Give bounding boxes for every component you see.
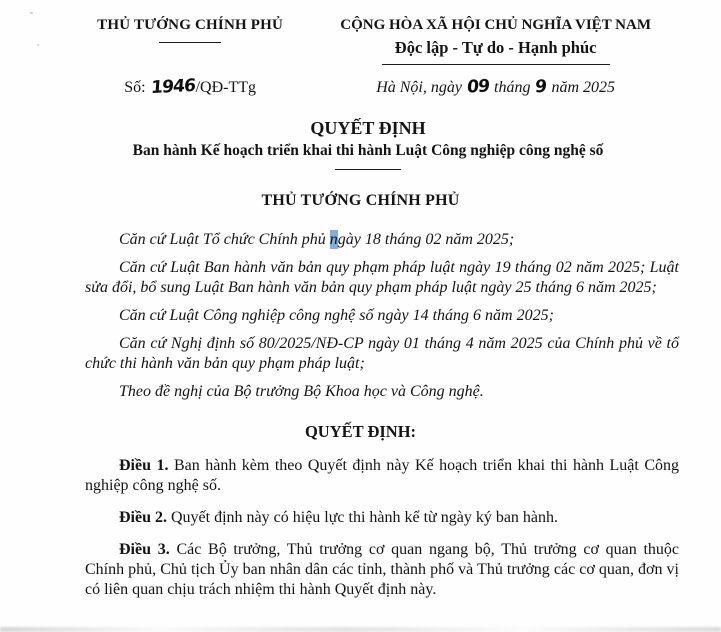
selection-highlight: n <box>329 231 338 248</box>
recitals-section <box>85 230 679 402</box>
org-underline-rule <box>159 42 221 43</box>
decision-title: QUYẾT ĐỊNH <box>310 118 426 138</box>
issuing-org-name: THỦ TƯỚNG CHÍNH PHỦ <box>97 17 284 33</box>
date-infix: tháng <box>490 79 535 96</box>
article-3 <box>85 540 679 600</box>
recital-3: Căn cứ Luật Công nghiệp công nghệ số ngày 14 tháng 6 năm 2025; <box>119 307 554 324</box>
header-right <box>340 16 651 98</box>
article-3-text: Các Bộ trưởng, Thủ trưởng cơ quan ngang bộ, Thủ trưởng cơ quan thuộc Chính phủ, Chủ tịch Ủy ban nhân dân các tỉnh, thành phố và Thủ trưởng các cơ quan, đơn vị có liên quan chịu trách nhiệm thi hành Quyết định này. <box>85 541 679 598</box>
recital-1-post: gày 18 tháng 02 năm 2025; <box>337 231 515 248</box>
date-month-handwritten: 9 <box>534 76 548 98</box>
scan-speck <box>30 12 33 14</box>
date-prefix: Hà Nội, ngày <box>376 79 466 96</box>
recital-1 <box>85 230 679 250</box>
doc-number-handwritten: 1946 <box>149 75 196 99</box>
national-motto: Độc lập - Tự do - Hạnh phúc <box>394 38 597 57</box>
header-left <box>40 16 340 98</box>
article-1-text: Ban hành kèm theo Quyết định này Kế hoạch triển khai thi hành Luật Công nghiệp công nghệ số. <box>85 457 680 494</box>
doc-number-suffix: /QĐ-TTg <box>195 79 257 96</box>
recital-5: Theo đề nghị của Bộ trưởng Bộ Khoa học và Công nghệ. <box>119 383 484 400</box>
document-header <box>0 16 721 98</box>
scan-edge-artifact <box>0 627 721 632</box>
article-1 <box>85 456 679 496</box>
motto-underline-rule <box>382 64 610 65</box>
decision-heading: QUYẾT ĐỊNH: <box>304 422 417 441</box>
scan-speck <box>37 44 39 46</box>
title-separator-rule <box>335 169 401 170</box>
national-title: CỘNG HÒA XÃ HỘI CHỦ NGHĨA VIỆT NAM <box>340 17 651 33</box>
article-2 <box>85 508 679 528</box>
articles-section <box>85 456 679 600</box>
issuer-heading: THỦ TƯỚNG CHÍNH PHỦ <box>261 192 460 209</box>
recital-2: Căn cứ Luật Ban hành văn bản quy phạm pháp luật ngày 19 tháng 02 năm 2025; Luật sửa đổi, bổ sung Luật Ban hành văn bản quy phạm pháp luật ngày 25 tháng 6 năm 2025; <box>85 259 679 296</box>
article-1-label: Điều 1. <box>119 457 169 474</box>
doc-number-label: Số: <box>124 79 150 96</box>
recital-4: Căn cứ Nghị định số 80/2025/NĐ-CP ngày 01 tháng 4 năm 2025 của Chính phủ về tổ chức thi hành văn bản quy phạm pháp luật; <box>85 335 679 372</box>
doc-number <box>40 77 340 98</box>
recital-1-pre: Căn cứ Luật Tổ chức Chính phủ <box>119 231 330 248</box>
date-suffix: năm 2025 <box>547 79 616 96</box>
date-day-handwritten: 09 <box>466 76 490 98</box>
article-2-text: Quyết định này có hiệu lực thi hành kể từ ngày ký ban hành. <box>171 509 559 526</box>
article-3-label: Điều 3. <box>119 541 170 558</box>
decision-subtitle: Ban hành Kế hoạch triển khai thi hành Luật Công nghiệp công nghệ số <box>132 142 604 159</box>
article-2-label: Điều 2. <box>119 509 167 526</box>
title-block <box>0 118 721 170</box>
date-line <box>340 77 651 98</box>
